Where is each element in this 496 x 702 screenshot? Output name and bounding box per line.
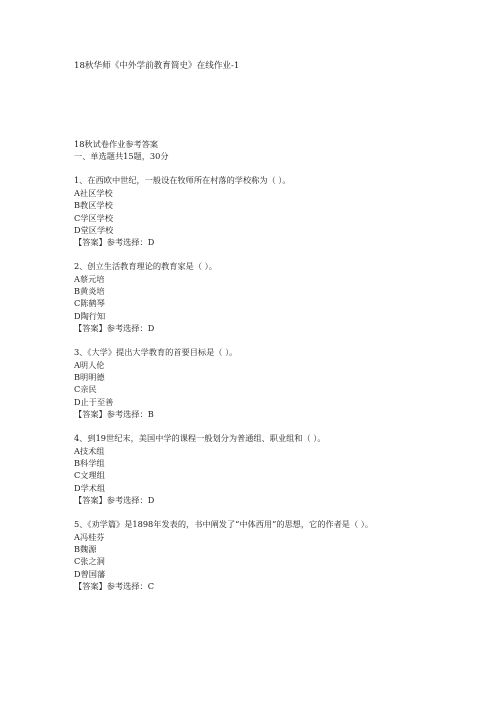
answer-line: 【答案】参考选择：D bbox=[74, 495, 155, 506]
option-c: C亲民 bbox=[74, 384, 97, 395]
answer-line: 【答案】参考选择：C bbox=[74, 581, 154, 592]
option-b: B黄炎培 bbox=[74, 286, 105, 297]
section-heading: 一、单选题共15题，30分 bbox=[74, 151, 169, 162]
question-block bbox=[74, 346, 474, 420]
spacer bbox=[74, 163, 474, 175]
option-b: B明明德 bbox=[74, 372, 105, 383]
option-a: A蔡元培 bbox=[74, 273, 105, 284]
option-d: D止于至善 bbox=[74, 396, 114, 407]
option-d: D曾国藩 bbox=[74, 568, 106, 579]
option-a: A冯桂芬 bbox=[74, 531, 105, 542]
option-b: B科学组 bbox=[74, 457, 105, 468]
question-block bbox=[74, 174, 474, 248]
question-stem: 1、在西欧中世纪，一般设在牧师所在村落的学校称为（ ）。 bbox=[74, 175, 291, 186]
option-c: C文理组 bbox=[74, 470, 105, 481]
document-subtitle: 18秋试卷作业参考答案 bbox=[74, 139, 159, 149]
question-block bbox=[74, 432, 474, 506]
question-stem: 4、到19世纪末，美国中学的课程一般划分为普通组、职业组和（ ）。 bbox=[74, 433, 326, 444]
answer-line: 【答案】参考选择：D bbox=[74, 237, 155, 248]
option-c: C学区学校 bbox=[74, 212, 114, 223]
option-a: A社区学校 bbox=[74, 187, 113, 198]
question-stem: 2、创立生活教育理论的教育家是（ ）。 bbox=[74, 261, 217, 272]
question-stem: 5、《劝学篇》是1898年发表的，书中阐发了“中体西用”的思想，它的作者是（ ）。 bbox=[74, 519, 374, 530]
option-c: C张之洞 bbox=[74, 556, 105, 567]
answer-line: 【答案】参考选择：B bbox=[74, 409, 154, 420]
option-d: D堂区学校 bbox=[74, 224, 114, 235]
option-a: A明人伦 bbox=[74, 359, 105, 370]
document-content bbox=[74, 138, 474, 592]
answer-line: 【答案】参考选择：D bbox=[74, 323, 155, 334]
option-d: D学术组 bbox=[74, 482, 106, 493]
question-stem: 3、《大学》提出大学教育的首要目标是（ ）。 bbox=[74, 347, 238, 358]
question-block bbox=[74, 260, 474, 334]
option-b: B魏源 bbox=[74, 543, 97, 554]
question-block bbox=[74, 518, 474, 592]
option-c: C陈鹤琴 bbox=[74, 298, 105, 309]
option-b: B教区学校 bbox=[74, 200, 113, 211]
option-a: A技术组 bbox=[74, 445, 105, 456]
document-title: 18秋华师《中外学前教育简史》在线作业-1 bbox=[74, 61, 240, 71]
option-d: D陶行知 bbox=[74, 310, 106, 321]
